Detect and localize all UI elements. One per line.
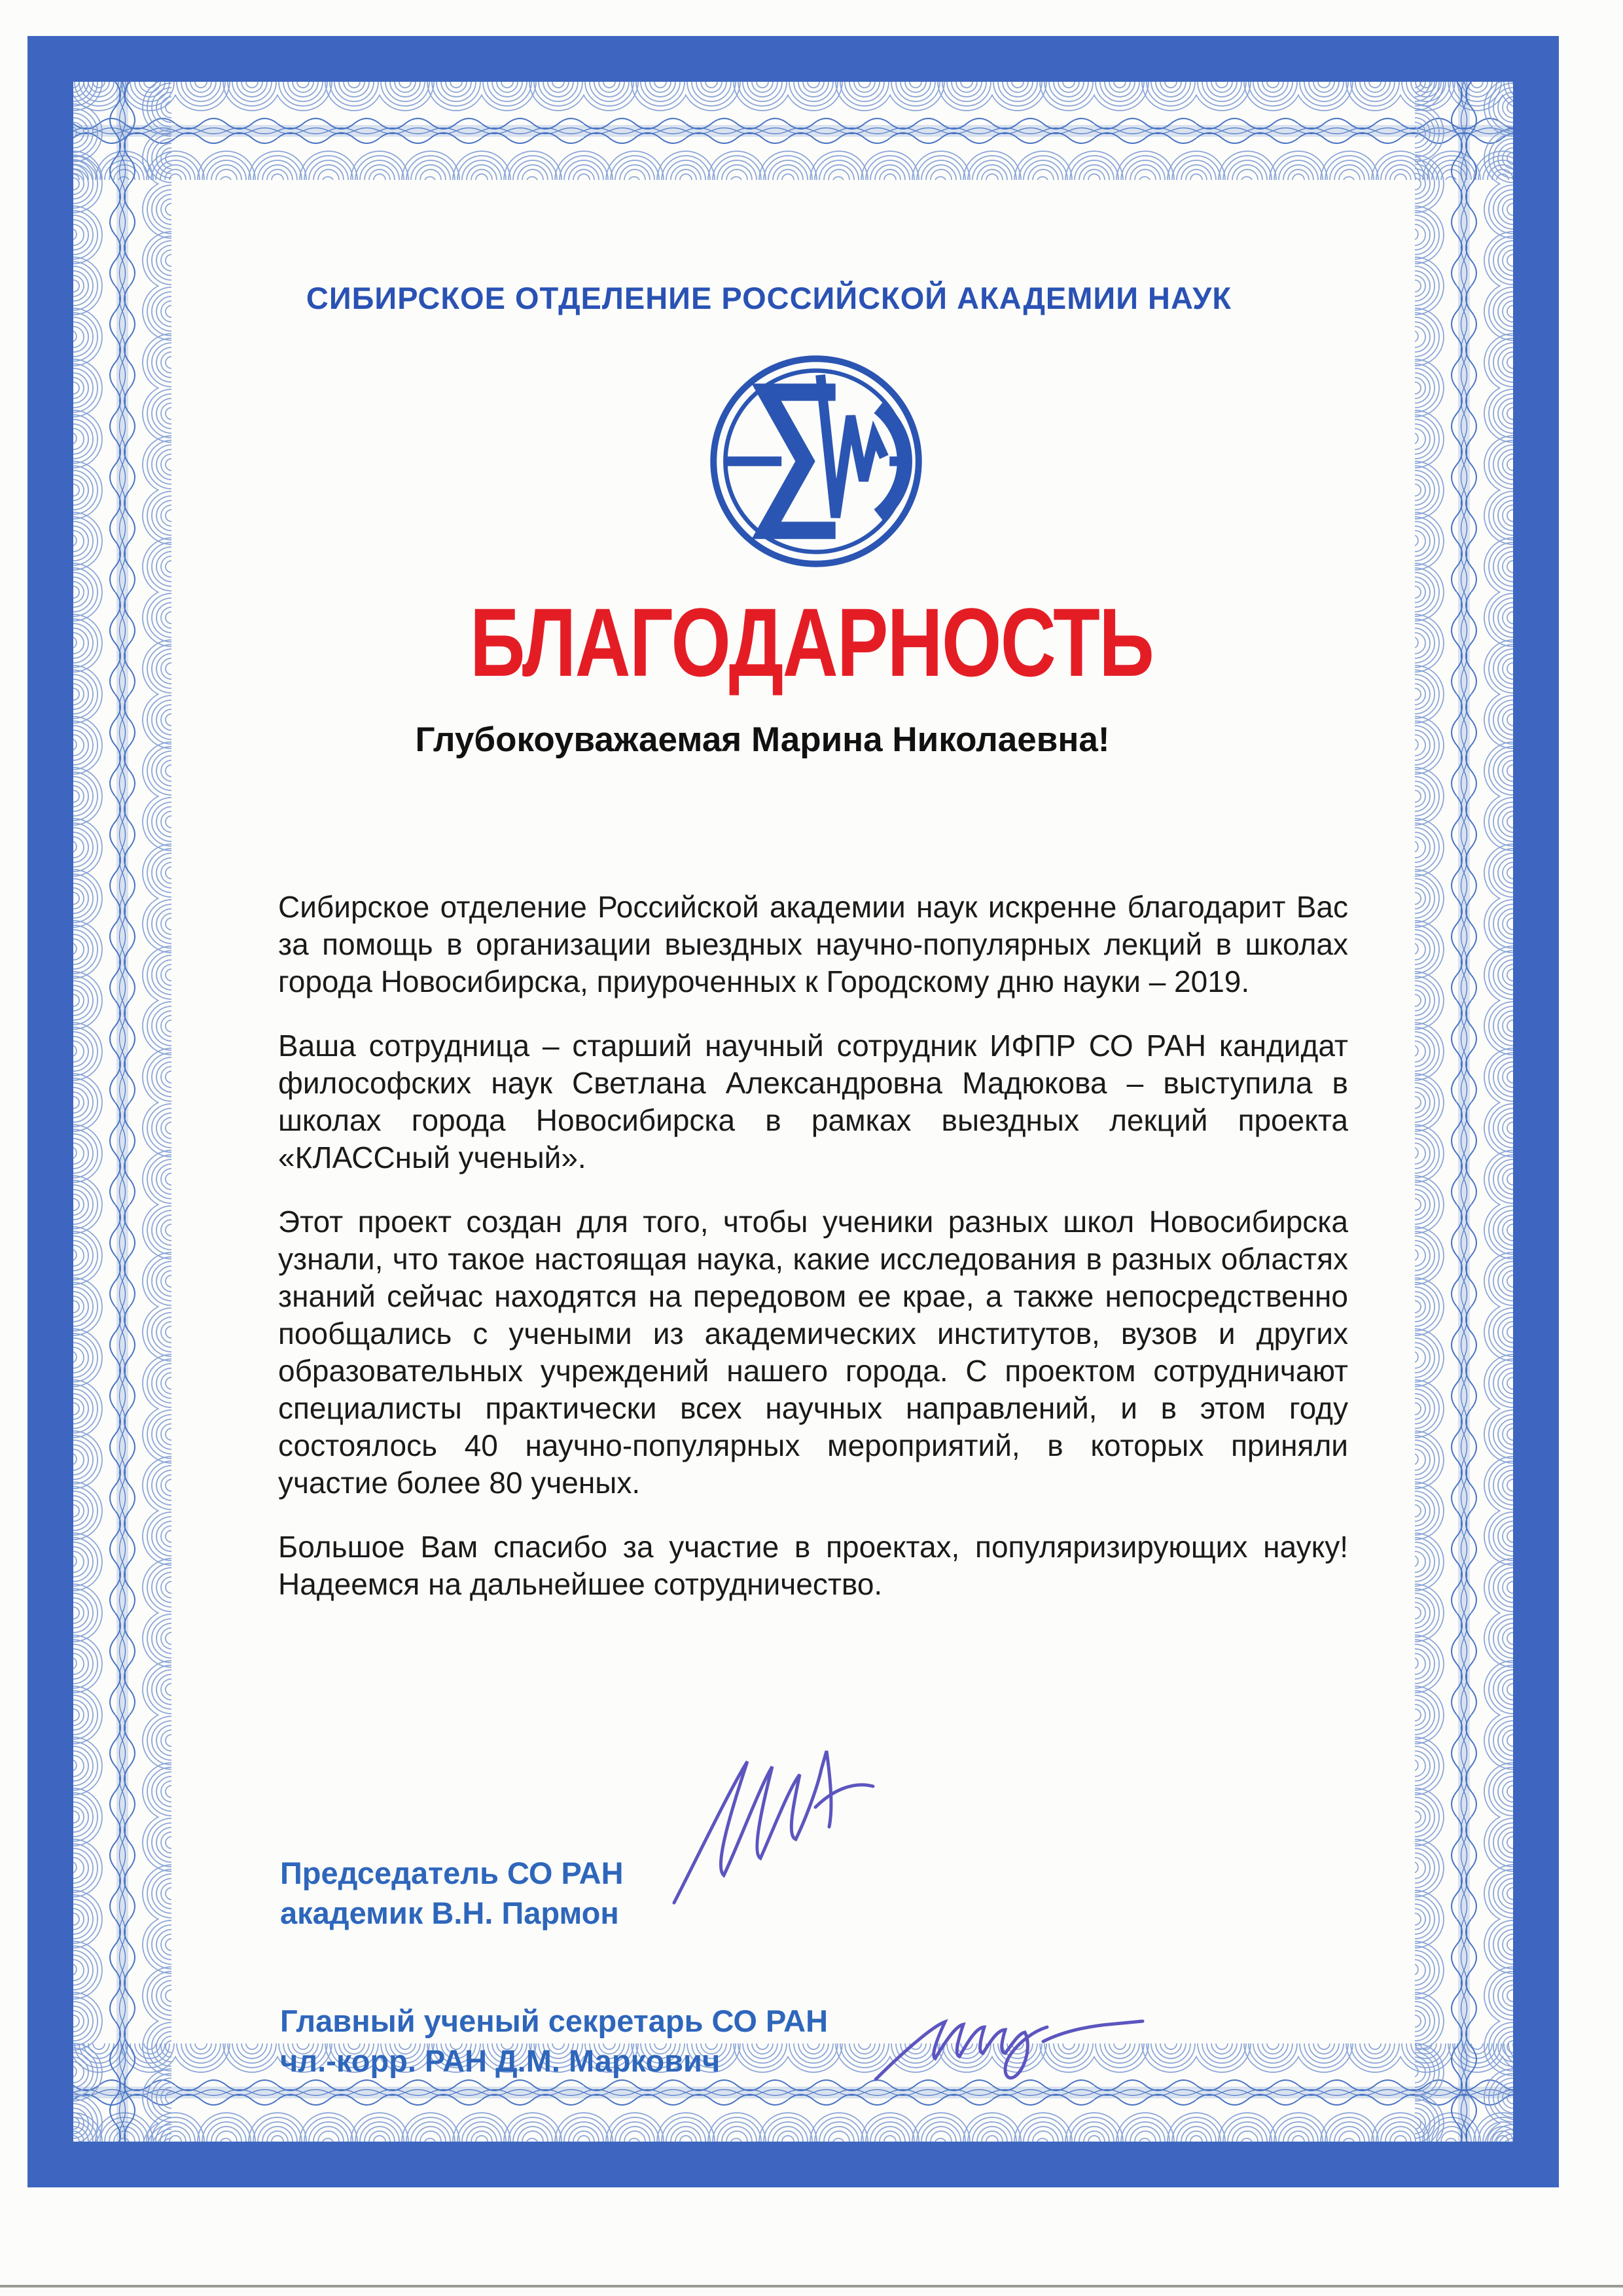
autograph-markovich-icon: [870, 1989, 1152, 2094]
organization-header: СИБИРСКОЕ ОТДЕЛЕНИЕ РОССИЙСКОЙ АКАДЕМИИ НАУК: [306, 281, 1232, 315]
body-paragraph: Этот проект создан для того, чтобы ученики разных школ Новосибирска узнали, что такое настоящая наука, какие исследования в разных областях знаний сейчас находятся на передовом ее крае, а также непосредственно пообщались с учеными из академических институтов, вузов и других образовательных учреждений нашего города. С проектом сотрудничают специалисты практически всех научных направлений, и в этом году состоялось 40 научно-популярных мероприятий, в которых приняли участие более 80 ученых.: [278, 1205, 1348, 1500]
signature-block-chairman: [280, 1853, 624, 1933]
certificate-title: БЛАГОДАРНОСТЬ: [469, 588, 1154, 697]
signature-block-secretary: [280, 2001, 828, 2081]
sbras-sigma-logo-icon: [708, 353, 924, 569]
signatory-position: Председатель СО РАН: [280, 1856, 624, 1890]
body-paragraph: Ваша сотрудница – старший научный сотрудник ИФПР СО РАН кандидат философских наук Светлана Александровна Мадюкова – выступила в школах города Новосибирска в рамках выездных лекций проекта «КЛАССный ученый».: [278, 1029, 1348, 1174]
signatory-name: академик В.Н. Пармон: [280, 1896, 619, 1930]
guilloche-border-right: [1415, 82, 1513, 2142]
autograph-parmon-icon: [661, 1727, 883, 1924]
body-paragraph: Большое Вам спасибо за участие в проектах, популяризирующих науку! Надеемся на дальнейшее сотрудничество.: [278, 1530, 1348, 1601]
salutation-line: Глубокоуважаемая Марина Николаевна!: [415, 720, 1110, 759]
body-paragraph: Сибирское отделение Российской академии наук искренне благодарит Вас за помощь в организации выездных научно-популярных лекций в школах города Новосибирска, приуроченных к Городскому дню науки – 2019.: [278, 890, 1348, 998]
signatory-position: Главный ученый секретарь СО РАН: [280, 2004, 829, 2038]
signatory-name: чл.-корр. РАН Д.М. Маркович: [280, 2043, 721, 2078]
guilloche-border-top: [73, 82, 1513, 180]
guilloche-border-left: [73, 82, 171, 2142]
body-text-block: [278, 889, 1348, 1630]
scan-edge-line: [0, 2285, 1623, 2287]
